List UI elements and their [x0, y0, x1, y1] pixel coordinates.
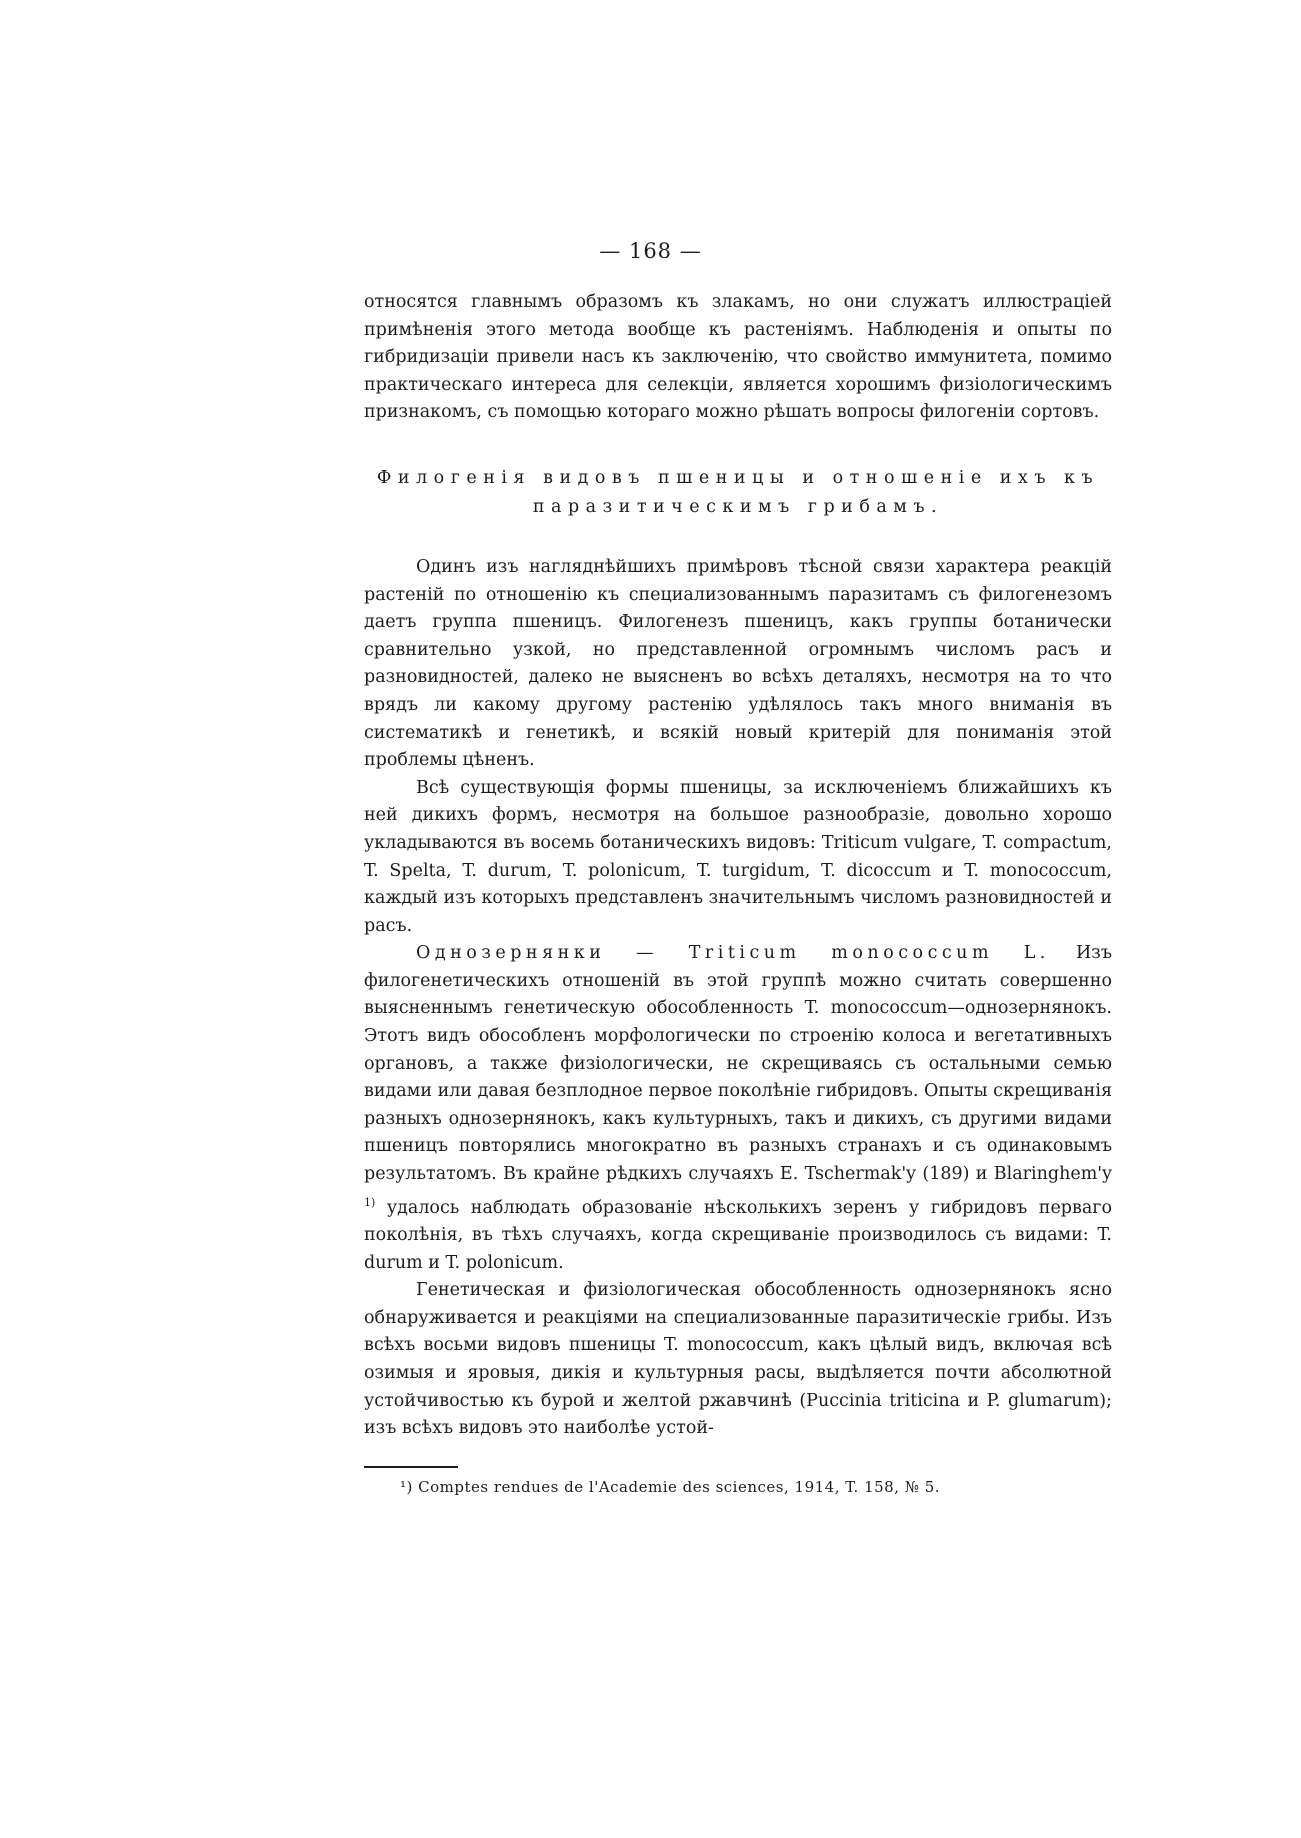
text-body: [364, 289, 1112, 1443]
footnote-divider: [364, 1466, 458, 1468]
paragraph-3-lead: Однозернянки — Triticum monococcum L.: [416, 943, 1050, 964]
paragraph-4: Генетическая и физіологическая обособленность однозернянокъ ясно обнаруживается и реакціями на специализованные паразитическіе грибы. Изъ всѣхъ восьми видовъ пшеницы T. monococcum, какъ цѣлый видъ, включая всѣ озимыя и яровыя, дикія и культурныя расы, выдѣляется почти абсолютной устойчивостью къ бурой и желтой ржавчинѣ (Puccinia triticina и P. glumarum); изъ всѣхъ видовъ это наиболѣе устой-: [364, 1280, 1112, 1439]
footnote: ¹) Comptes rendues de l'Academie des sciences, 1914, T. 158, № 5.: [400, 1478, 941, 1496]
paragraph-3-text-b: удалось наблюдать образованіе нѣсколькихъ зеренъ у гибридовъ перваго поколѣнія, въ тѣхъ случаяхъ, когда скрещиваніе производилось съ видами: T. durum и T. polonicum.: [364, 1197, 1112, 1273]
paragraph-3: [364, 940, 1112, 1277]
footnote-ref: 1): [364, 1195, 376, 1209]
paragraph-3-text-a: Изъ филогенетическихъ отношеній въ этой группѣ можно считать совершенно выясненнымъ генетическую обособленность T. monococcum—однозернянокъ. Этотъ видъ обособленъ морфологически по строенію колоса и вегетативныхъ органовъ, а также физіологически, не скрещиваясь съ остальными семью видами или давая безплодное первое поколѣніе гибридовъ. Опыты скрещиванія разныхъ однозернянокъ, какъ культурныхъ, такъ и дикихъ, съ другими видами пшеницъ повторялись многократно въ разныхъ странахъ и съ одинаковымъ результатомъ. Въ крайне рѣдкихъ случаяхъ E. Tschermak'y (189) и Blaringhem'y: [364, 943, 1112, 1185]
intro-paragraph: относятся главнымъ образомъ къ злакамъ, но они служатъ иллюстраціей примѣненія этого метода вообще къ растеніямъ. Наблюденія и опыты по гибридизаціи привели насъ къ заключенію, что свойство иммунитета, помимо практическаго интереса для селекціи, является хорошимъ физіологическимъ признакомъ, съ помощью котораго можно рѣшать вопросы филогеніи сортовъ.: [364, 292, 1112, 423]
page-number: — 168 —: [599, 239, 702, 263]
paragraph-1: Одинъ изъ нагляднѣйшихъ примѣровъ тѣсной связи характера реакцій растеній по отношенію къ специализованнымъ паразитамъ съ филогенезомъ даетъ группа пшеницъ. Филогенезъ пшеницъ, какъ группы ботанически сравнительно узкой, но представленной огромнымъ числомъ расъ и разновидностей, далеко не выясненъ во всѣхъ деталяхъ, несмотря на то что врядъ ли какому другому растенію удѣлялось такъ много вниманія въ систематикѣ и генетикѣ, и всякій новый критерій для пониманія этой проблемы цѣненъ.: [364, 556, 1112, 771]
paragraph-2: Всѣ существующія формы пшеницы, за исключеніемъ ближайшихъ къ ней дикихъ формъ, несмотря на большое разнообразіе, довольно хорошо укладываются въ восемь ботаническихъ видовъ: Triticum vulgare, T. compactum, T. Spelta, T. durum, T. polonicum, T. turgidum, T. dicoccum и T. monococcum, каждый изъ которыхъ представленъ значительнымъ числомъ разновидностей и расъ.: [364, 777, 1112, 936]
section-heading: Филогенія видовъ пшеницы и отношеніе ихъ къ паразитическимъ грибамъ.: [376, 467, 1100, 517]
